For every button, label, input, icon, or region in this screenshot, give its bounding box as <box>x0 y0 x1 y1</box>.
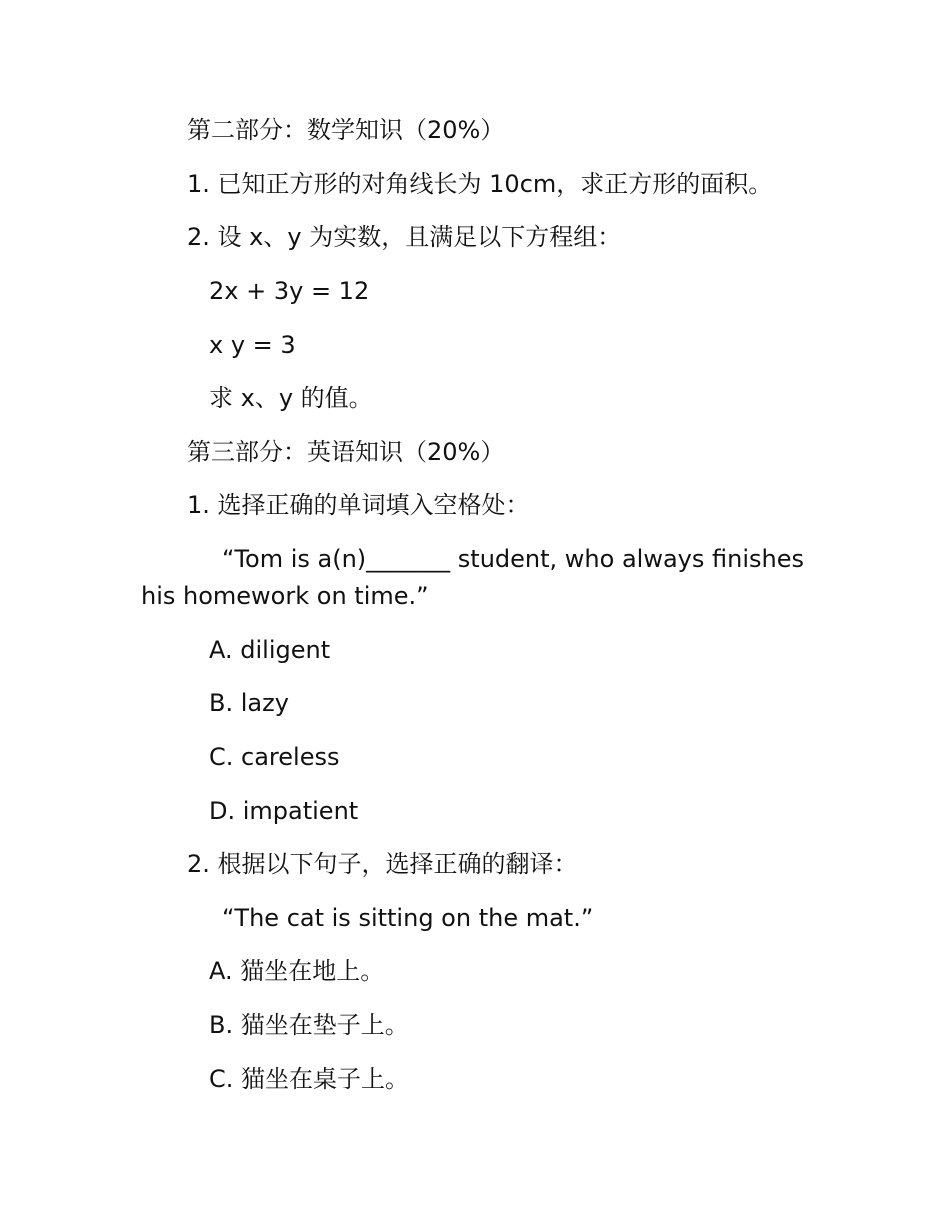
option-a-english-q1: A. diligent <box>209 636 331 664</box>
question-1-english-prompt: 1. 选择正确的单词填入空格处： <box>187 491 530 519</box>
question-1-sentence-line1: “Tom is a(n)_______ student, who always finishes <box>222 545 804 573</box>
option-a-english-q2: A. 猫坐在地上。 <box>209 957 385 985</box>
question-2-math-ask: 求 x、y 的值。 <box>209 384 373 412</box>
question-1-math: 1. 已知正方形的对角线长为 10cm，求正方形的面积。 <box>187 170 773 198</box>
option-d-english-q1: D. impatient <box>209 797 359 825</box>
equation-2: x y = 3 <box>209 331 296 359</box>
option-c-english-q1: C. careless <box>209 743 340 771</box>
equation-1: 2x + 3y = 12 <box>209 277 370 305</box>
option-c-english-q2: C. 猫坐在桌子上。 <box>209 1065 410 1093</box>
question-2-math-prompt: 2. 设 x、y 为实数，且满足以下方程组： <box>187 223 622 251</box>
section-heading-english: 第三部分：英语知识（20%） <box>187 438 505 466</box>
section-heading-math: 第二部分：数学知识（20%） <box>187 116 505 144</box>
question-1-sentence-line2: his homework on time.” <box>141 582 429 610</box>
option-b-english-q2: B. 猫坐在垫子上。 <box>209 1011 409 1039</box>
question-2-english-prompt: 2. 根据以下句子，选择正确的翻译： <box>187 850 578 878</box>
question-2-sentence: “The cat is sitting on the mat.” <box>222 904 594 932</box>
option-b-english-q1: B. lazy <box>209 689 289 717</box>
